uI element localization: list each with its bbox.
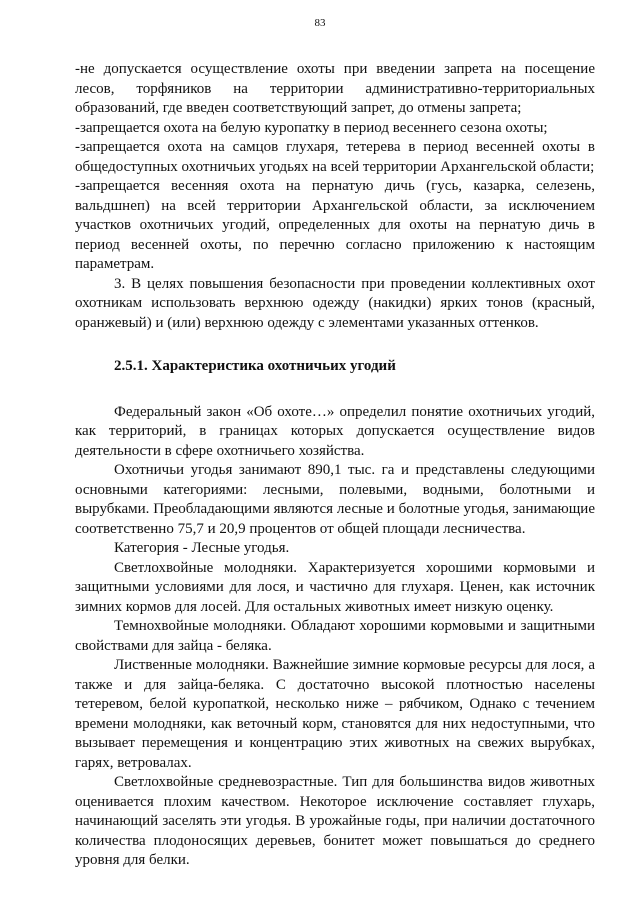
paragraph-deciduous-young: Лиственные молодняки. Важнейшие зимние кормовые ресурсы для лося, а также и для зайца-беляка. С достаточно высокой плотностью населены тетеревом, белой куропаткой, несколько ниже – рябчиком, Однако с течением времени молодняки, как веточный корм, становятся для них недоступными, что вызывает перемещения и концентрацию этих животных на свежих вырубках, гарях, ветровалах. <box>75 657 595 771</box>
paragraph-capercaillie-ban: -запрещается охота на самцов глухаря, тетерева в период весенней охоты в общедоступных охотничьих угодьях на всей территории Архангельской области; <box>75 139 595 175</box>
paragraph-light-conifer-young: Светлохвойные молодняки. Характеризуется хорошими кормовыми и защитными условиями для лося, и частично для глухаря. Ценен, как источник зимних кормов для лосей. Для остальных животных имеет низкую оценку. <box>75 559 595 615</box>
section-heading: 2.5.1. Характеристика охотничьих угодий <box>114 358 396 374</box>
paragraph-fire-ban: -не допускается осуществление охоты при введении запрета на посещение лесов, торфяников на территории административно-территориальных образований, где введен соответствующий запрет, до отмены запрета; <box>75 61 595 116</box>
paragraph-forest-category: Категория - Лесные угодья. <box>114 540 290 556</box>
paragraph-ptarmigan-ban: -запрещается охота на белую куропатку в период весеннего сезона охоты; <box>75 119 548 136</box>
paragraph-spring-bird-ban: -запрещается весенняя охота на пернатую дичь (гусь, казарка, селезень, вальдшнеп) на всей территории Архангельской области, за исключением участков охотничьих угодий, определенных для охоты на пернатую дичь в период весенней охоты, по перечню согласно приложению к настоящим параметрам. <box>75 178 595 272</box>
paragraph-light-conifer-middle: Светлохвойные средневозрастные. Тип для большинства видов животных оценивается плохим качеством. Некоторое исключение составляет глухарь, начинающий заселять эти угодья. В урожайные годы, при наличии достаточного количества плодоносящих деревьев, бонитет может повышаться до среднего уровня для белки. <box>75 774 595 868</box>
paragraph-safety-clothing: 3. В целях повышения безопасности при проведении коллективных охот охотникам использовать верхнюю одежду (накидки) ярких тонов (красный, оранжевый) и (или) верхнюю одежду с элементами указанных оттенков. <box>75 275 595 331</box>
paragraph-land-area: Охотничьи угодья занимают 890,1 тыс. га и представлены следующими основными категориями: лесными, полевыми, водными, болотными и вырубками. Преобладающими являются лесные и болотные угодья, занимающие соответственно 75,7 и 20,9 процентов от общей площади лесничества. <box>75 462 595 537</box>
paragraph-federal-law: Федеральный закон «Об охоте…» определил понятие охотничьих угодий, как территорий, в границах которых допускается осуществление видов деятельности в сфере охотничьего хозяйства. <box>75 403 595 459</box>
document-body <box>75 60 595 871</box>
page-number: 83 <box>314 17 326 29</box>
paragraph-dark-conifer-young: Темнохвойные молодняки. Обладают хорошими кормовыми и защитными свойствами для зайца - беляка. <box>75 618 595 654</box>
